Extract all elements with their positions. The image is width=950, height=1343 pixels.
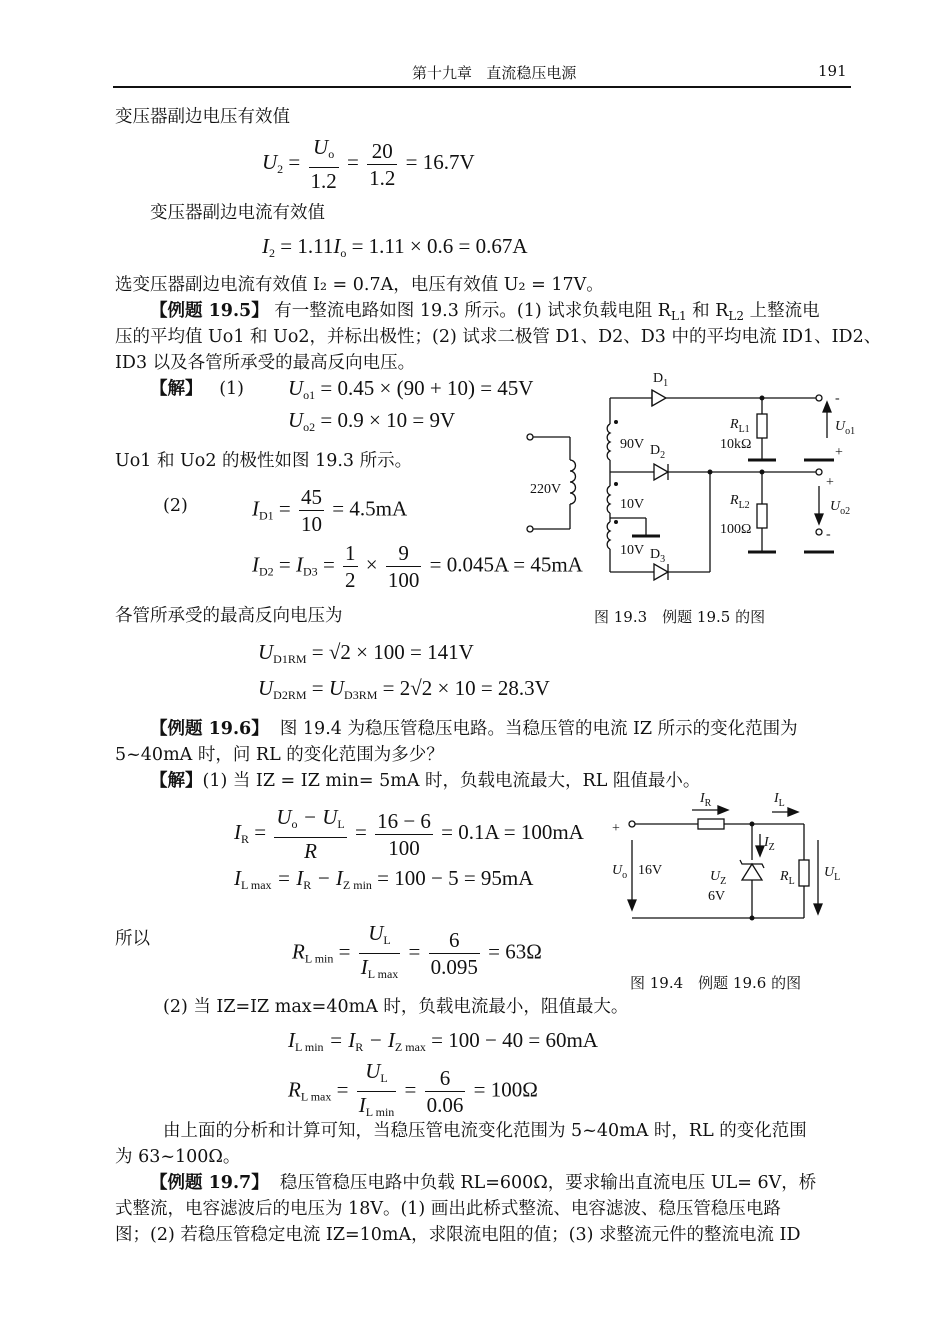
conclusion-line1: 由上面的分析和计算可知，当稳压管电流变化范围为 5~40mA 时，RL 的变化范围 [163,1121,807,1141]
svg-text:RL1: $R_{L1}$ [730,417,750,435]
svg-text:IL: $I_L$ [774,791,785,809]
svg-text:D2: $D_2$ [650,443,666,461]
svg-text:UL: $U_L$ [824,865,841,883]
example-19-7-line1: 【例题 19.7】 稳压管稳压电路中负载 RL=600Ω，要求输出直流电压 UL= 6V，桥 [150,1173,817,1193]
svg-text:-: - [835,391,840,406]
text-line: 变压器副边电流有效值 [150,203,325,223]
header-rule [113,86,851,88]
figure-19-4-caption: 图 19.4 例题 19.6 的图 [630,974,802,992]
solution-label: 【解】 (1) [150,379,244,399]
svg-text:-: - [826,527,831,542]
solution-19-6-part1: 【解】(1) 当 IZ = IZ min= 5mA 时，负载电流最大，RL 阻值最小。 [150,771,701,791]
svg-text:RL: $R_L$ [780,869,795,887]
polarity-note: Uo1 和 Uo2 的极性如图 19.3 所示。 [115,451,413,471]
equation-uo2: $U_{o2} = 0.9 \times 10 = 9V$ [288,408,456,434]
solution-19-6-part2: (2) 当 IZ=IZ max=40mA 时，负载电流最小，阻值最大。 [163,997,629,1017]
therefore-label: 所以 [115,929,150,949]
example-19-5-line1: 【例题 19.5】 有一整流电路如图 19.3 所示。(1) 试求负载电阻 $R_{L1}$ 和 $R_{L2}$ 上整流电 [150,301,820,323]
svg-text:100Ω: 100Ω [720,522,752,537]
svg-text:6V: 6V [708,889,726,904]
conclusion-line2: 为 63~100Ω。 [115,1147,241,1167]
equation-rl-max: $R_{L max}$ = $\frac{U_L}{I_{L min}}$ = $\frac{6}{0.06}$ = 100Ω [288,1059,538,1119]
equation-uo1: $U_{o1} = 0.45 \times (90 + 10) = 45V$ [288,376,534,402]
chapter-header [412,62,576,83]
equation-rl-min: $R_{L min}$ = $\frac{U_L}{I_{L max}}$ = $\frac{6}{0.095}$ = 63Ω [292,921,542,981]
svg-text:16V: 16V [638,863,663,878]
svg-text:D3: $D_3$ [650,547,666,565]
svg-text:D1: $D_1$ [653,371,669,389]
figure-19-3-circuit [520,362,860,594]
svg-text:IR: $I_R$ [700,791,712,809]
svg-text:RL2: $R_{L2}$ [730,493,750,511]
example-19-6-line1: 【例题 19.6】 图 19.4 为稳压管稳压电路。当稳压管的电流 IZ 所示的变化范围为 [150,719,798,739]
max-reverse-label: 各管所承受的最高反向电压为 [115,606,343,626]
chapter-number: 第十九章 [412,64,473,82]
page-number: 191 [818,62,847,80]
part-2-label: (2) [163,496,188,516]
svg-text:IZ: $I_Z$ [764,835,775,853]
svg-text:+: + [835,445,843,460]
svg-text:220V: 220V [530,482,562,497]
equation-ud1rm: $U_{D1RM} = √2 \times 100 = 141V$ [258,640,474,666]
svg-text:+: + [612,821,620,836]
equation-id2: $I_{D2} = I_{D3}$ = $\frac{1}{2}$ × $\frac{9}{100}$ = 0.045A = 45mA [252,541,583,592]
svg-text:10kΩ: 10kΩ [720,437,752,452]
svg-text:10V: 10V [620,543,645,558]
svg-text:UZ: $U_Z$ [710,869,727,887]
equation-id1: $I_{D1}$ = $\frac{45}{10}$ = 4.5mA [252,485,408,536]
equation-u2: $U_2$ = $\frac{U_o}{1.2}$ = $\frac{20}{1.2}$ = 16.7V [262,135,475,193]
text-line: 变压器副边电压有效值 [115,107,290,127]
svg-text:+: + [826,475,834,490]
equation-i2: $I_2 = 1.11I_o = 1.11 \times 0.6 = 0.67A$ [262,234,528,260]
svg-text:10V: 10V [620,497,645,512]
example-19-7-line3: 图；(2) 若稳压管稳定电流 IZ=10mA，求限流电阻的值；(3) 求整流元件的整流电流 ID [115,1225,801,1245]
svg-text:Uo: $U_o$ [612,863,628,881]
text-line: 选变压器副边电流有效值 I₂ = 0.7A，电压有效值 U₂ = 17V。 [115,275,604,295]
example-19-5-line3: ID3 以及各管所承受的最高反向电压。 [115,353,416,373]
svg-text:90V: 90V [620,437,645,452]
example-19-7-line2: 式整流，电容滤波后的电压为 18V。(1) 画出此桥式整流、电容滤波、稳压管稳压电路 [115,1199,781,1219]
chapter-title: 直流稳压电源 [486,64,577,82]
equation-ud2rm: $U_{D2RM} = U_{D3RM} = 2√2 \times 10 = 28.3V$ [258,676,550,702]
svg-text:Uo2: $U_{o2}$ [830,499,851,517]
equation-ir: $I_R$ = $\frac{U_o - U_L}{R}$ = $\frac{16 - 6}{100}$ = 0.1A = 100mA [234,805,584,863]
example-19-5-line2: 压的平均值 Uo1 和 Uo2，并标出极性；(2) 试求二极管 D1、D2、D3 中的平均电流 ID1、ID2、 [115,327,882,347]
example-19-6-line2: 5~40mA 时，问 RL 的变化范围为多少？ [115,745,444,765]
figure-19-3-caption: 图 19.3 例题 19.5 的图 [594,608,766,626]
equation-il-max: $I_{L max} = I_R - I_{Z min} = 100 - 5 = 95mA$ [234,866,534,892]
figure-19-4-circuit [608,786,854,968]
svg-text:Uo1: $U_{o1}$ [835,419,856,437]
equation-il-min: $I_{L min} = I_R - I_{Z max} = 100 - 40 = 60mA$ [288,1028,598,1054]
